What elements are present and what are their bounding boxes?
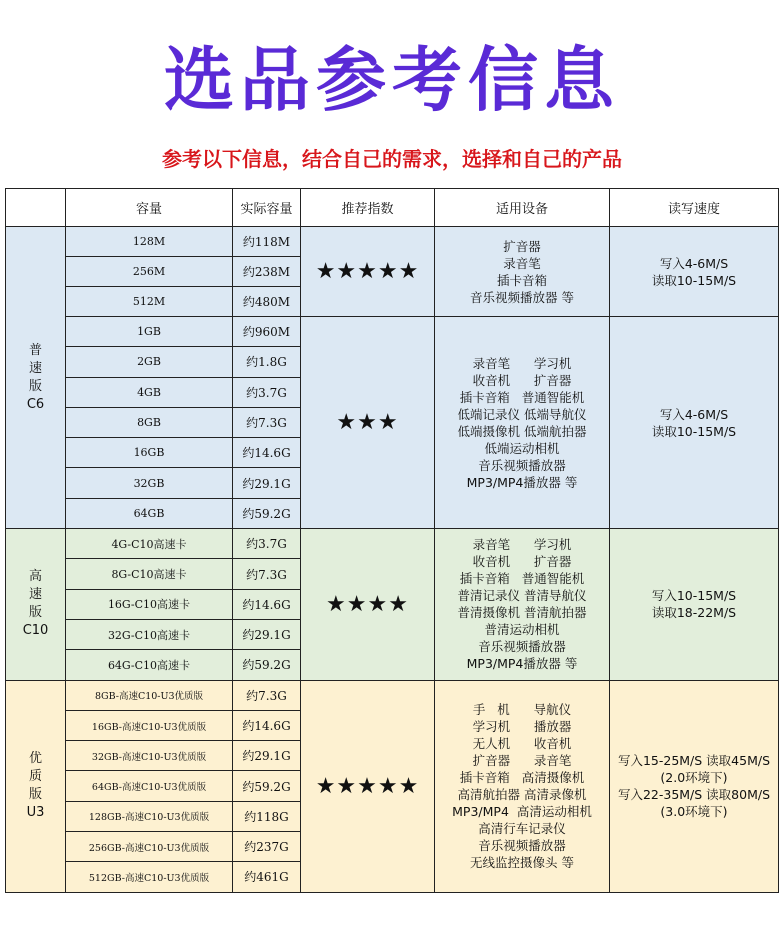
actual-capacity-cell: 约29.1G (233, 468, 301, 498)
actual-capacity-cell: 约3.7G (233, 377, 301, 407)
actual-capacity-cell: 约238M (233, 257, 301, 287)
header-cell: 实际容量 (233, 189, 301, 227)
speed-cell: 写入15-25M/S 读取45M/S (2.0环境下) 写入22-35M/S 读取80M/S (3.0环境下) (610, 680, 779, 892)
actual-capacity-cell: 约59.2G (233, 498, 301, 528)
capacity-cell: 64GB (66, 498, 233, 528)
capacity-cell: 32GB-高速C10-U3优质版 (66, 741, 233, 771)
capacity-cell: 256GB-高速C10-U3优质版 (66, 832, 233, 862)
header-cell: 推荐指数 (301, 189, 435, 227)
capacity-cell: 1GB (66, 317, 233, 347)
actual-capacity-cell: 约29.1G (233, 741, 301, 771)
devices-cell: 录音笔 学习机 收音机 扩音器 插卡音箱 普通智能机 低端记录仪 低端导航仪 低端摄像机 低端航拍器 低端运动相机 音乐视频播放器 MP3/MP4播放器 等 (435, 317, 610, 529)
rating-stars: ★★★★★ (301, 227, 435, 317)
rating-stars: ★★★★★ (301, 680, 435, 892)
actual-capacity-cell: 约59.2G (233, 650, 301, 680)
actual-capacity-cell: 约118G (233, 801, 301, 831)
header-cell: 容量 (66, 189, 233, 227)
actual-capacity-cell: 约237G (233, 832, 301, 862)
actual-capacity-cell: 约7.3G (233, 407, 301, 437)
devices-cell: 扩音器 录音笔 插卡音箱 音乐视频播放器 等 (435, 227, 610, 317)
capacity-cell: 16G-C10高速卡 (66, 589, 233, 619)
header-cell: 适用设备 (435, 189, 610, 227)
group-label: 优 质 版 U3 (6, 680, 66, 892)
capacity-cell: 512GB-高速C10-U3优质版 (66, 862, 233, 892)
group-label: 普 速 版 C6 (6, 227, 66, 529)
group-label: 高 速 版 C10 (6, 529, 66, 680)
capacity-cell: 64GB-高速C10-U3优质版 (66, 771, 233, 801)
devices-cell: 录音笔 学习机 收音机 扩音器 插卡音箱 普通智能机 普清记录仪 普清导航仪 普清摄像机 普清航拍器 普清运动相机 音乐视频播放器 MP3/MP4播放器 等 (435, 529, 610, 680)
rating-stars: ★★★ (301, 317, 435, 529)
capacity-cell: 128M (66, 227, 233, 257)
page-subtitle: 参考以下信息，结合自己的需求，选择和自己的产品 (162, 147, 622, 171)
speed-cell: 写入4-6M/S 读取10-15M/S (610, 227, 779, 317)
table-header-row (6, 189, 779, 227)
table-row (6, 529, 779, 559)
capacity-cell: 8G-C10高速卡 (66, 559, 233, 589)
actual-capacity-cell: 约3.7G (233, 529, 301, 559)
actual-capacity-cell: 约7.3G (233, 559, 301, 589)
page-title: 选品参考信息 (164, 39, 620, 121)
capacity-cell: 256M (66, 257, 233, 287)
devices-cell: 手 机 导航仪 学习机 播放器 无人机 收音机 扩音器 录音笔 插卡音箱 高清摄像机 高清航拍器 高清录像机 MP3/MP4 高清运动相机 高清行车记录仪 音乐视频播放器 无线监控摄像头 等 (435, 680, 610, 892)
actual-capacity-cell: 约14.6G (233, 589, 301, 619)
actual-capacity-cell: 约59.2G (233, 771, 301, 801)
capacity-cell: 16GB-高速C10-U3优质版 (66, 710, 233, 740)
capacity-cell: 4GB (66, 377, 233, 407)
spec-table (5, 188, 779, 893)
actual-capacity-cell: 约461G (233, 862, 301, 892)
rating-stars: ★★★★ (301, 529, 435, 680)
capacity-cell: 8GB (66, 407, 233, 437)
actual-capacity-cell: 约14.6G (233, 710, 301, 740)
header-cell (6, 189, 66, 227)
table-row (6, 227, 779, 257)
table-row (6, 317, 779, 347)
actual-capacity-cell: 约7.3G (233, 680, 301, 710)
capacity-cell: 512M (66, 287, 233, 317)
speed-cell: 写入4-6M/S 读取10-15M/S (610, 317, 779, 529)
capacity-cell: 2GB (66, 347, 233, 377)
capacity-cell: 16GB (66, 438, 233, 468)
actual-capacity-cell: 约29.1G (233, 619, 301, 649)
actual-capacity-cell: 约480M (233, 287, 301, 317)
capacity-cell: 128GB-高速C10-U3优质版 (66, 801, 233, 831)
capacity-cell: 32G-C10高速卡 (66, 619, 233, 649)
table-row (6, 680, 779, 710)
speed-cell: 写入10-15M/S 读取18-22M/S (610, 529, 779, 680)
actual-capacity-cell: 约14.6G (233, 438, 301, 468)
actual-capacity-cell: 约1.8G (233, 347, 301, 377)
capacity-cell: 4G-C10高速卡 (66, 529, 233, 559)
actual-capacity-cell: 约118M (233, 227, 301, 257)
capacity-cell: 32GB (66, 468, 233, 498)
capacity-cell: 64G-C10高速卡 (66, 650, 233, 680)
capacity-cell: 8GB-高速C10-U3优质版 (66, 680, 233, 710)
header-cell: 读写速度 (610, 189, 779, 227)
actual-capacity-cell: 约960M (233, 317, 301, 347)
